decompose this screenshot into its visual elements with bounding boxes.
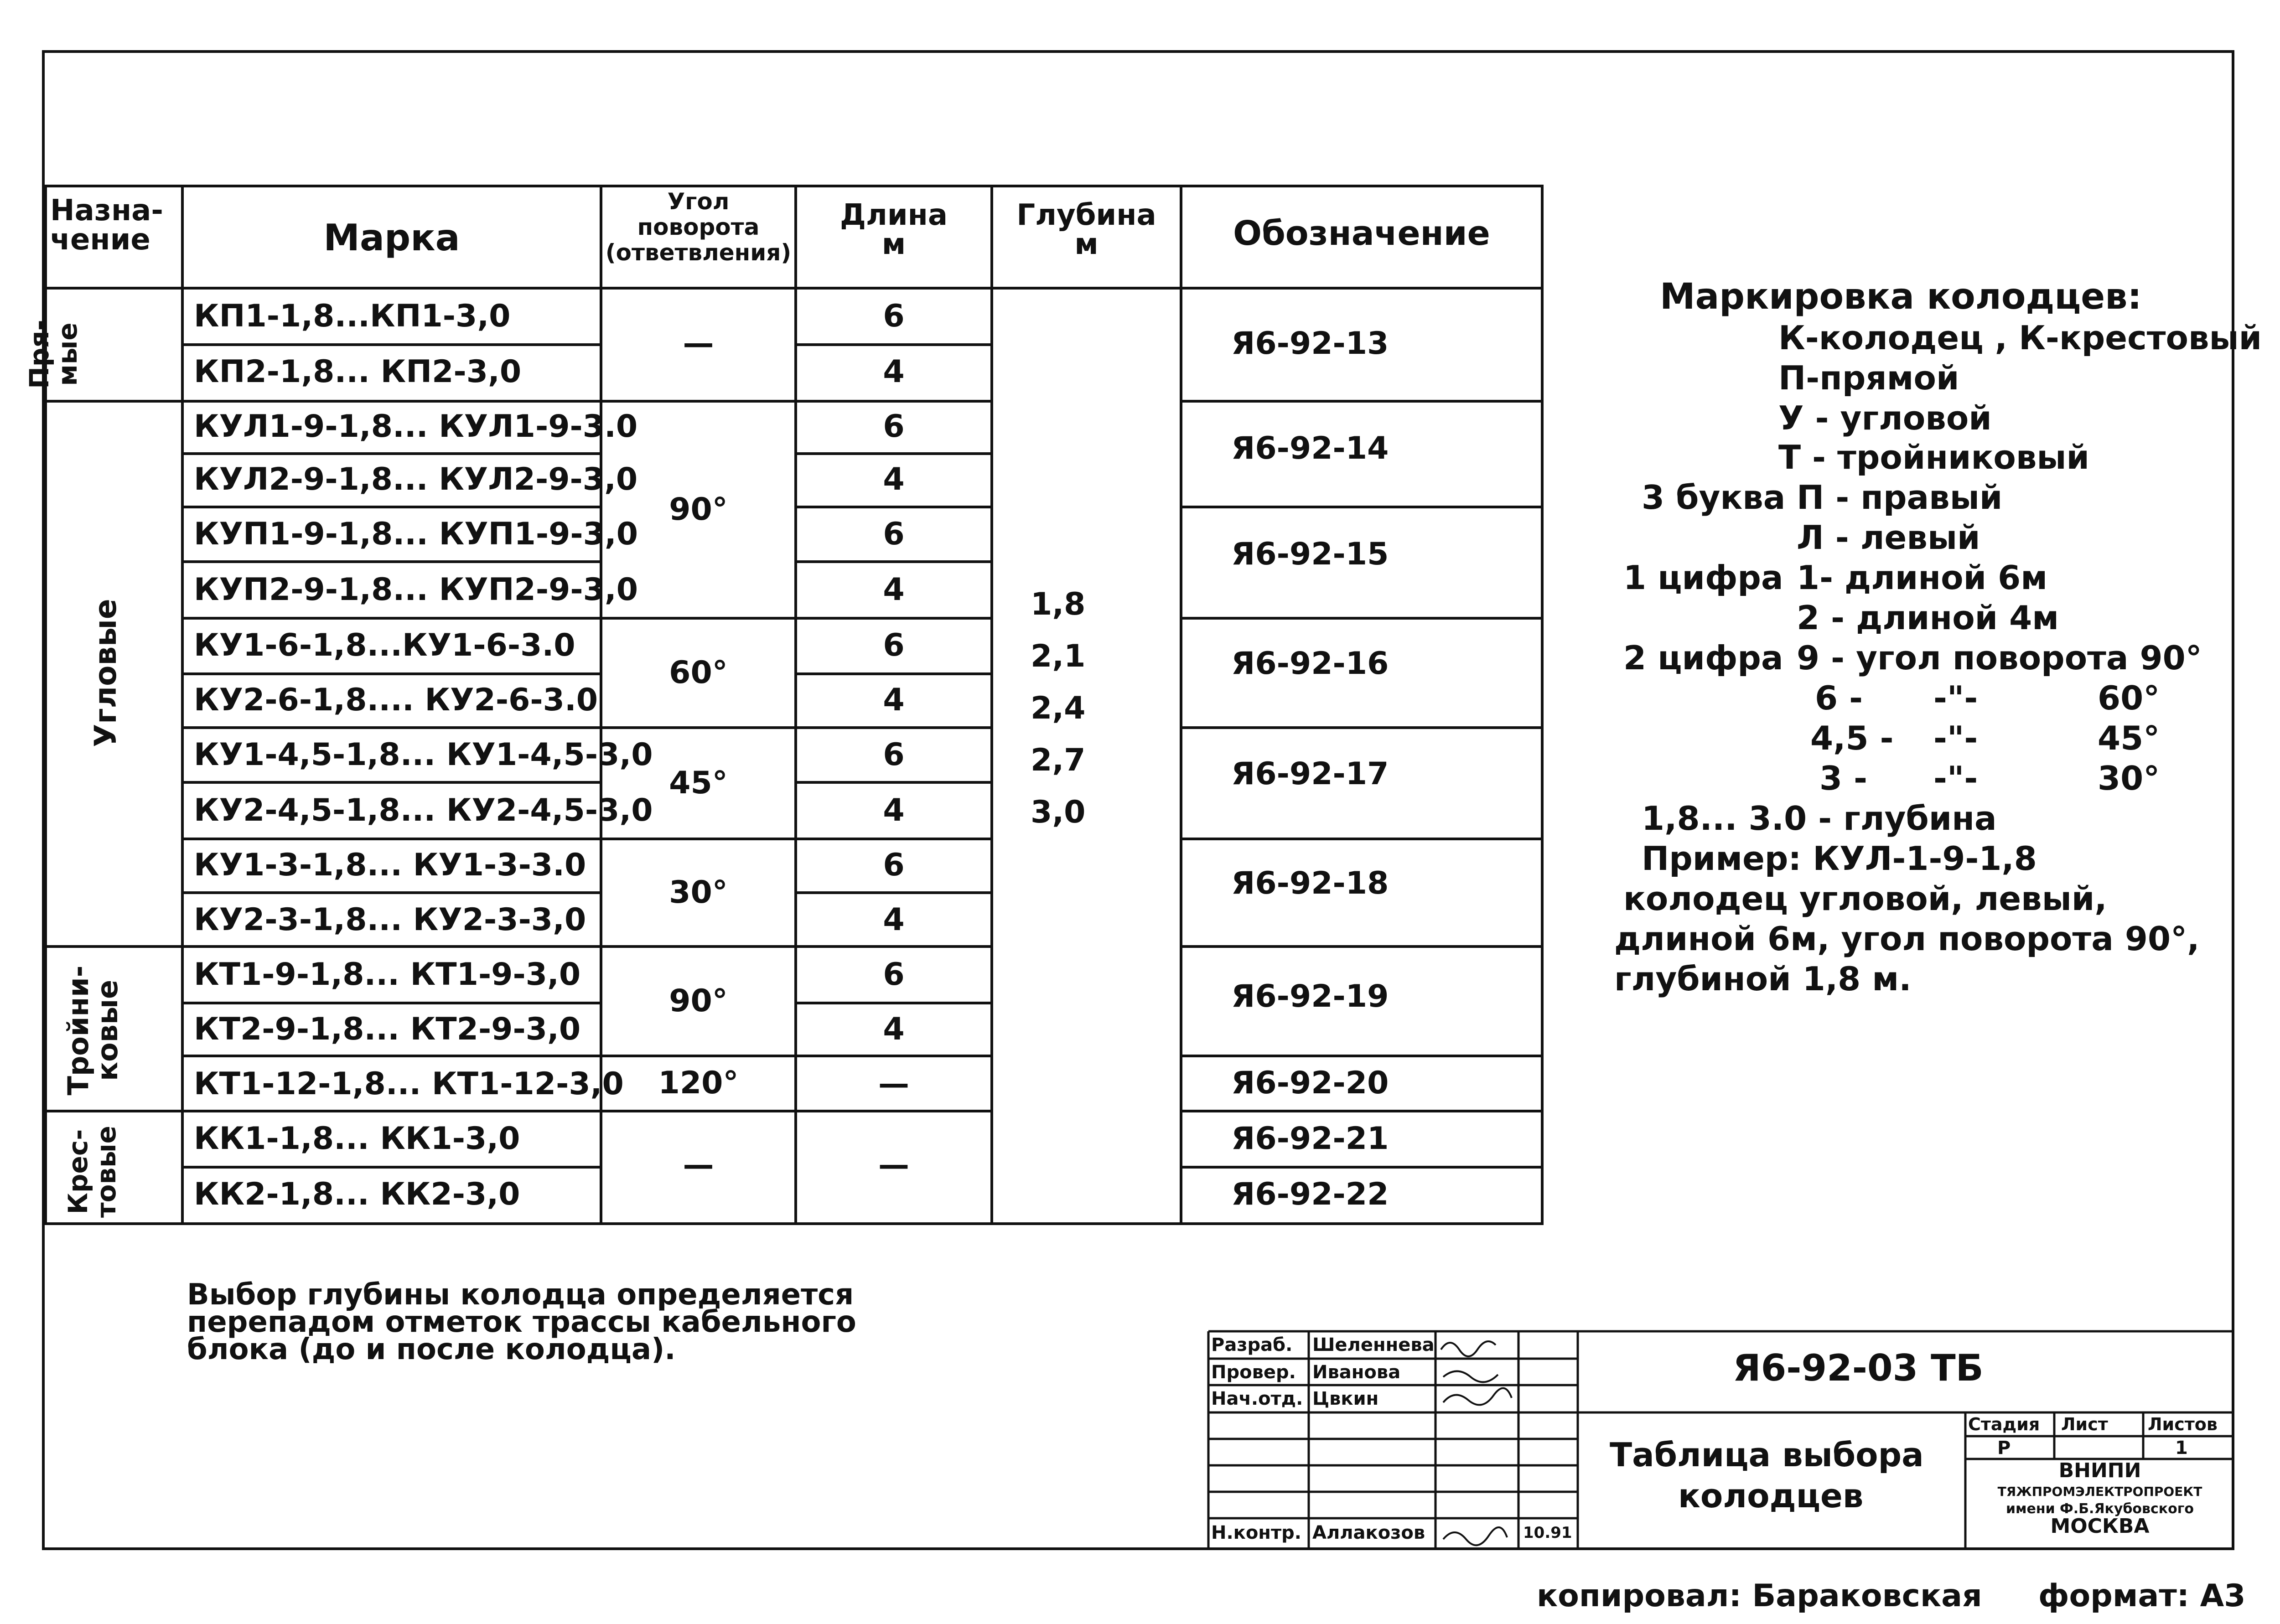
group-label-tee: Тройни- ковые — [62, 965, 124, 1096]
legend-label: 2 цифра — [1623, 639, 1783, 677]
designation-cell: Я6-92-15 — [1231, 536, 1389, 572]
length-cell: 6 — [883, 737, 905, 773]
legend-line: 2 - длиной 4м — [1797, 599, 2059, 637]
mark-cell: КУ2-6-1,8.... КУ2-6-3.0 — [194, 682, 598, 718]
legend-line: глубиной 1,8 м. — [1614, 960, 1912, 998]
angle-cell: 90° — [669, 491, 728, 528]
legend-ditto: -"- — [1933, 679, 1978, 717]
note-line: блока (до и после колодца). — [187, 1333, 676, 1366]
doc-title: Таблица выбора — [1610, 1436, 1924, 1474]
legend-title: Маркировка колодцев: — [1660, 276, 2142, 317]
group-label-straight: Пря- мые — [24, 320, 83, 389]
legend-line: колодец угловой, левый, — [1623, 879, 2107, 918]
legend-line: Пример: КУЛ-1-9-1,8 — [1642, 839, 2037, 878]
tb-name: Иванова — [1312, 1362, 1401, 1383]
group-label-cross: Крес- товые — [62, 1126, 122, 1218]
header-length: Длина м — [839, 198, 948, 261]
legend-ditto: -"- — [1933, 759, 1978, 797]
length-cell: — — [878, 1066, 909, 1102]
legend-line: К-колодец , К-крестовый — [1778, 319, 2262, 357]
mark-cell: КП1-1,8...КП1-3,0 — [194, 298, 511, 334]
designation-cell: Я6-92-22 — [1231, 1176, 1389, 1212]
tb-role: Разраб. — [1211, 1334, 1293, 1355]
mark-cell: КТ1-9-1,8... КТ1-9-3,0 — [194, 957, 581, 993]
legend-line: П - правый — [1797, 478, 2003, 517]
legend-line: 6 - — [1815, 679, 1863, 717]
legend-line: П-прямой — [1778, 359, 1959, 397]
tb-name: Цвкин — [1312, 1388, 1379, 1409]
legend-line: 9 - угол поворота 90° — [1797, 639, 2202, 677]
length-cell: 4 — [883, 1011, 905, 1047]
legend-label: 3 буква — [1642, 478, 1786, 517]
group-label-angular: Угловые — [88, 599, 123, 747]
org-name: ВНИПИ — [2058, 1459, 2141, 1482]
angle-cell: 90° — [669, 983, 728, 1019]
legend-line: 30° — [2098, 759, 2160, 797]
mark-cell: КУЛ1-9-1,8... КУЛ1-9-3.0 — [194, 409, 638, 445]
designation-cell: Я6-92-17 — [1231, 756, 1389, 792]
mark-cell: КУ1-4,5-1,8... КУ1-4,5-3,0 — [194, 737, 653, 773]
length-cell: 4 — [883, 572, 905, 608]
length-cell: 4 — [883, 461, 905, 497]
doc-code: Я6-92-03 ТБ — [1733, 1347, 1984, 1389]
tb-name: Аллакозов — [1312, 1522, 1425, 1543]
depth-cell: 3,0 — [1031, 794, 1086, 830]
mark-cell: КТ2-9-1,8... КТ2-9-3,0 — [194, 1011, 581, 1047]
legend-line: 1,8... 3.0 - глубина — [1642, 799, 1997, 838]
mark-cell: КУ2-3-1,8... КУ2-3-3,0 — [194, 902, 586, 938]
legend-line: Т - тройниковый — [1778, 438, 2089, 476]
org-name: имени Ф.Б.Якубовского — [2005, 1501, 2194, 1517]
header-angle: Угол поворота (ответвления) — [605, 188, 792, 266]
legend-line: Л - левый — [1797, 518, 1980, 557]
legend-line: 45° — [2098, 719, 2160, 757]
length-cell: 6 — [883, 627, 905, 663]
sheet-format: формат: А3 — [2038, 1578, 2246, 1614]
header-designation: Обозначение — [1233, 214, 1490, 253]
designation-cell: Я6-92-16 — [1231, 646, 1389, 682]
tb-stage-header: Стадия — [1968, 1414, 2040, 1434]
depth-cell: 2,4 — [1031, 690, 1086, 726]
doc-title-2: колодцев — [1678, 1477, 1864, 1515]
mark-cell: КУП2-9-1,8... КУП2-9-3,0 — [194, 572, 638, 608]
copied-by: копировал: Бараковская — [1537, 1578, 1982, 1614]
depth-cell: 1,8 — [1031, 586, 1086, 622]
length-cell: 4 — [883, 902, 905, 938]
mark-cell: КУЛ2-9-1,8... КУЛ2-9-3,0 — [194, 461, 638, 497]
org-city: МОСКВА — [2050, 1515, 2150, 1538]
mark-cell: КУ1-6-1,8...КУ1-6-3.0 — [194, 627, 575, 663]
depth-cell: 2,1 — [1031, 638, 1086, 674]
mark-cell: КК1-1,8... КК1-3,0 — [194, 1121, 520, 1157]
tb-role: Нач.отд. — [1211, 1388, 1303, 1409]
mark-cell: КП2-1,8... КП2-3,0 — [194, 354, 522, 390]
length-cell: 4 — [883, 354, 905, 390]
angle-cell: — — [683, 1147, 714, 1183]
angle-cell: 45° — [669, 765, 728, 801]
designation-cell: Я6-92-20 — [1231, 1065, 1389, 1101]
header-mark: Марка — [323, 217, 460, 259]
tb-role: Провер. — [1211, 1362, 1296, 1383]
legend-line: 60° — [2098, 679, 2160, 717]
angle-cell: 30° — [669, 874, 728, 910]
angle-cell: 120° — [658, 1065, 739, 1101]
tb-date: 10.91 — [1523, 1524, 1572, 1542]
legend-line: 4,5 - — [1810, 719, 1894, 757]
length-cell: 6 — [883, 409, 905, 445]
header-depth: Глубина м — [1016, 198, 1156, 261]
angle-cell: 60° — [669, 655, 728, 691]
length-cell: — — [878, 1147, 909, 1183]
mark-cell: КУ2-4,5-1,8... КУ2-4,5-3,0 — [194, 792, 653, 828]
designation-cell: Я6-92-14 — [1231, 430, 1389, 466]
depth-cell: 2,7 — [1031, 742, 1086, 778]
mark-cell: КТ1-12-1,8... КТ1-12-3,0 — [194, 1066, 624, 1102]
length-cell: 6 — [883, 847, 905, 883]
designation-cell: Я6-92-21 — [1231, 1121, 1389, 1157]
mark-cell: КК2-1,8... КК2-3,0 — [194, 1176, 520, 1212]
legend-line: 1- длиной 6м — [1797, 559, 2048, 597]
org-name: ТЯЖПРОМЭЛЕКТРОПРОЕКТ — [1997, 1484, 2202, 1499]
legend-ditto: -"- — [1933, 719, 1978, 757]
tb-sheets-header: Листов — [2148, 1414, 2218, 1434]
designation-cell: Я6-92-13 — [1231, 326, 1389, 362]
length-cell: 4 — [883, 792, 905, 828]
designation-cell: Я6-92-19 — [1231, 978, 1389, 1014]
header-purpose: Назна- чение — [50, 194, 163, 257]
tb-role: Н.контр. — [1211, 1522, 1301, 1543]
legend-label: 1 цифра — [1623, 559, 1783, 597]
note-line: перепадом отметок трассы кабельного — [187, 1305, 856, 1339]
tb-stage: Р — [1997, 1438, 2011, 1458]
legend-line: У - угловой — [1778, 399, 1992, 437]
angle-cell: — — [683, 326, 714, 362]
length-cell: 4 — [883, 682, 905, 718]
length-cell: 6 — [883, 516, 905, 552]
tb-sheets: 1 — [2175, 1438, 2188, 1458]
length-cell: 6 — [883, 298, 905, 334]
designation-cell: Я6-92-18 — [1231, 865, 1389, 901]
length-cell: 6 — [883, 957, 905, 993]
tb-name: Шеленнева — [1312, 1334, 1435, 1355]
note-line: Выбор глубины колодца определяется — [187, 1278, 854, 1312]
legend-line: длиной 6м, угол поворота 90°, — [1614, 920, 2200, 958]
tb-sheet-header: Лист — [2061, 1414, 2108, 1434]
legend-line: 3 - — [1819, 759, 1868, 797]
mark-cell: КУП1-9-1,8... КУП1-9-3,0 — [194, 516, 638, 552]
mark-cell: КУ1-3-1,8... КУ1-3-3.0 — [194, 847, 586, 883]
